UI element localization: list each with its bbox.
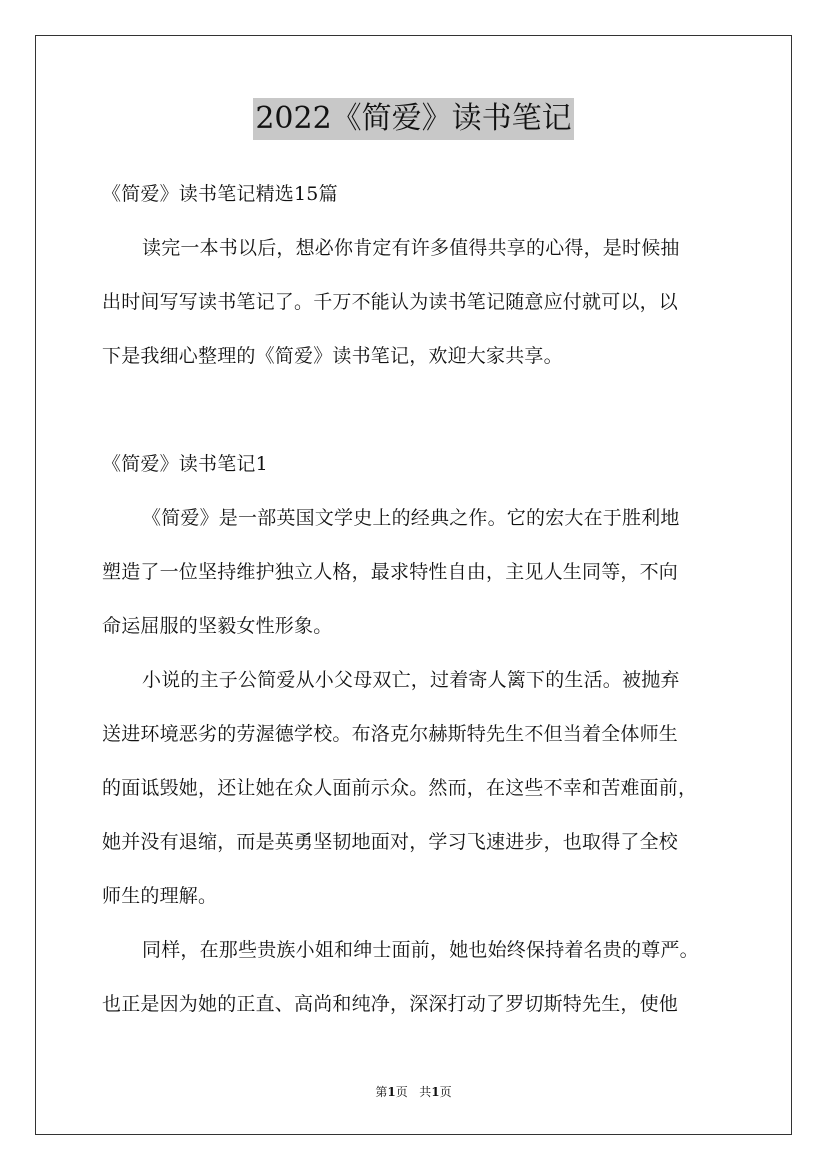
footer-total-prefix: 共 bbox=[419, 1085, 432, 1099]
page-footer bbox=[0, 1084, 827, 1100]
intro-line-3: 下是我细心整理的《简爱》读书笔记，欢迎大家共享。 bbox=[102, 345, 563, 367]
paragraph1-line-1: 《简爱》是一部英国文学史上的经典之作。它的宏大在于胜利地 bbox=[142, 507, 680, 529]
section-heading: 《简爱》读书笔记1 bbox=[102, 453, 268, 475]
paragraph2-line-3: 的面诋毁她，还让她在众人面前示众。然而，在这些不幸和苦难面前， bbox=[102, 777, 698, 799]
paragraph2-line-1: 小说的主子公简爱从小父母双亡，过着寄人篱下的生活。被抛弃 bbox=[142, 669, 680, 691]
footer-page-suffix: 页 bbox=[395, 1085, 408, 1099]
title-container bbox=[0, 98, 827, 140]
footer-total-suffix: 页 bbox=[439, 1085, 452, 1099]
paragraph3-line-1: 同样，在那些贵族小姐和绅士面前，她也始终保持着名贵的尊严。 bbox=[142, 939, 699, 961]
document-subtitle: 《简爱》读书笔记精选15篇 bbox=[102, 183, 338, 205]
footer-total-number: 1 bbox=[431, 1085, 440, 1099]
paragraph1-line-2: 塑造了一位坚持维护独立人格，最求特性自由，主见人生同等，不向 bbox=[102, 561, 679, 583]
footer-page-prefix: 第 bbox=[375, 1085, 388, 1099]
paragraph1-line-3: 命运屈服的坚毅女性形象。 bbox=[102, 615, 333, 637]
document-title: 2022《简爱》读书笔记 bbox=[253, 98, 573, 140]
intro-line-2: 出时间写写读书笔记了。千万不能认为读书笔记随意应付就可以，以 bbox=[102, 291, 679, 313]
paragraph2-line-2: 送进环境恶劣的劳渥德学校。布洛克尔赫斯特先生不但当着全体师生 bbox=[102, 723, 679, 745]
paragraph2-line-4: 她并没有退缩，而是英勇坚韧地面对，学习飞速进步，也取得了全校 bbox=[102, 831, 679, 853]
paragraph3-line-2: 也正是因为她的正直、高尚和纯净，深深打动了罗切斯特先生，使他 bbox=[102, 993, 679, 1015]
intro-line-1: 读完一本书以后，想必你肯定有许多值得共享的心得，是时候抽 bbox=[142, 237, 680, 259]
footer-page-number: 1 bbox=[387, 1085, 396, 1099]
paragraph2-line-5: 师生的理解。 bbox=[102, 885, 218, 907]
